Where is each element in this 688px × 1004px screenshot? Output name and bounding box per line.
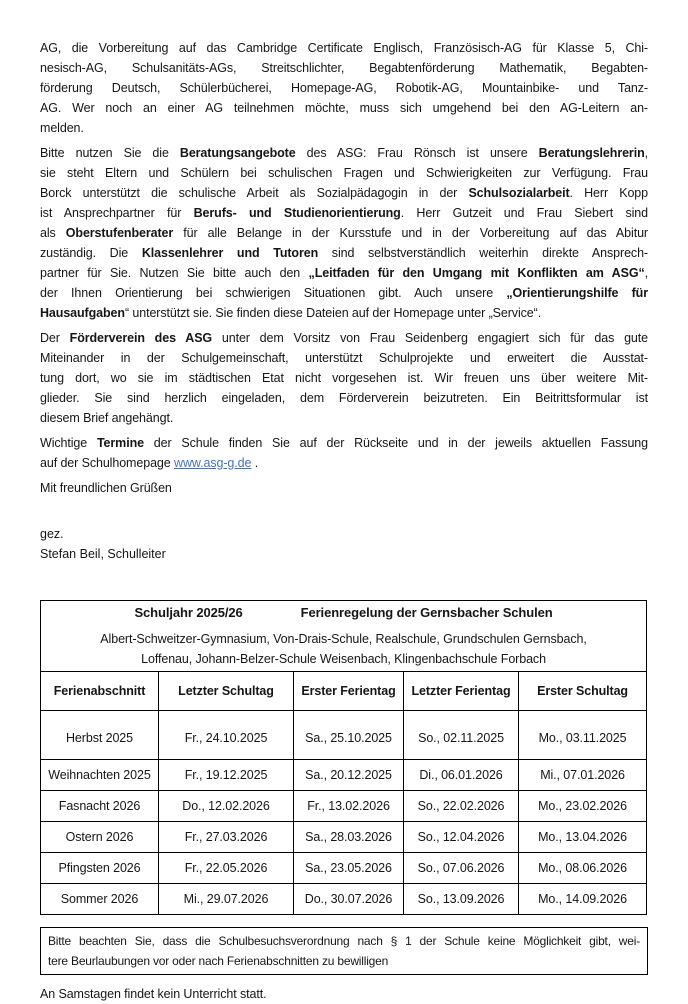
text-line [40, 183, 648, 203]
table-cell: Mi., 07.01.2026 [519, 760, 647, 791]
text: der Schule finden Sie auf der Rückseite und in der jeweils aktuellen Fassung [143, 436, 648, 450]
text: Borck unterstützt die schulische Arbeit als Sozialpädagogin in der [40, 186, 469, 200]
ferienregelung-title: Ferienregelung der Gernsbacher Schulen [300, 605, 553, 620]
text: der Ihnen Orientierung bei schwierigen Situationen gibt. Auch unsere [40, 286, 507, 300]
table-cell: Pfingsten 2026 [41, 853, 159, 884]
text: . Herr Gutzeit und Frau Siebert sind [400, 206, 648, 220]
bold-text: Beratungslehrerin [538, 146, 645, 160]
table-cell: Sa., 20.12.2025 [294, 760, 404, 791]
text-line [40, 58, 648, 78]
table-cell: So., 12.04.2026 [404, 822, 519, 853]
table-row [41, 791, 647, 822]
table-row [41, 884, 647, 915]
table-title-line [43, 605, 644, 620]
text-line [40, 388, 648, 408]
notice-line: tere Beurlaubungen vor oder nach Ferienabschnitten zu bewilligen [48, 954, 389, 968]
text-line [40, 303, 648, 323]
text-line [40, 453, 648, 473]
text: Miteinander in der Schulgemeinschaft, unterstützt Schulprojekte und erweitert die Ausstat- [40, 351, 648, 365]
letter-body [40, 38, 648, 498]
text-line [40, 38, 648, 58]
text-line [40, 283, 648, 303]
table-cell: So., 13.09.2026 [404, 884, 519, 915]
table-cell: Sa., 28.03.2026 [294, 822, 404, 853]
table-cell: Sa., 23.05.2026 [294, 853, 404, 884]
signature-gez: gez. [40, 527, 64, 541]
text: Bitte nutzen Sie die [40, 146, 180, 160]
text-line [40, 328, 648, 348]
text: auf der Schulhomepage [40, 456, 175, 470]
bold-text: Berufs- und Studienorientierung [193, 206, 401, 220]
table-row [41, 853, 647, 884]
table-row [41, 711, 647, 760]
bold-text: Termine [96, 436, 144, 450]
beratung-paragraph [40, 143, 648, 323]
text: , [644, 266, 648, 280]
text-line [40, 118, 648, 138]
table-cell: Fr., 13.02.2026 [294, 791, 404, 822]
table-cell: Mo., 23.02.2026 [519, 791, 647, 822]
bold-text: Schulsozialarbeit [468, 186, 570, 200]
text: zuständig. Die [40, 246, 142, 260]
termine-paragraph [40, 433, 648, 473]
saturday-note: An Samstagen findet kein Unterricht statt. [40, 987, 267, 1001]
column-header: Letzter Schultag [159, 672, 294, 711]
table-cell: So., 07.06.2026 [404, 853, 519, 884]
text: diesem Brief angehängt. [40, 411, 174, 425]
text: nesisch-AG, Schulsanitäts-AGs, Streitschlichter, Begabtenförderung Mathematik, Begabten- [40, 61, 648, 75]
text: AG, die Vorbereitung auf das Cambridge Certificate Englisch, Französisch-AG für Klasse 5, Chi- [40, 41, 648, 55]
text: sind selbstverständlich weiterhin direkte Ansprech- [318, 246, 648, 260]
bold-text: Hausaufgaben [40, 306, 125, 320]
closing-salutation [40, 478, 648, 498]
text: ist Ansprechpartner für [40, 206, 194, 220]
ferien-table [40, 600, 647, 915]
text-line [40, 78, 648, 98]
column-header: Erster Ferientag [294, 672, 404, 711]
table-cell: Do., 12.02.2026 [159, 791, 294, 822]
text-line [40, 263, 648, 283]
text-line [40, 348, 648, 368]
column-header: Ferienabschnitt [41, 672, 159, 711]
text: sie steht Eltern und Schülern bei schulischen Fragen und Schwierigkeiten zur Verfügung. Frau [40, 166, 648, 180]
table-cell: Do., 30.07.2026 [294, 884, 404, 915]
text-line [40, 203, 648, 223]
table-cell: Mo., 13.04.2026 [519, 822, 647, 853]
table-cell: Herbst 2025 [41, 711, 159, 760]
bold-text: „Orientierungshilfe für [506, 286, 648, 300]
text-line [40, 163, 648, 183]
text: Der [40, 331, 70, 345]
text: melden. [40, 121, 84, 135]
text-line [40, 223, 648, 243]
ferien-table-body [41, 711, 647, 915]
text: förderung Deutsch, Schülerbücherei, Homepage-AG, Robotik-AG, Mountainbike- und Tanz- [40, 81, 648, 95]
text: unter dem Vorsitz von Frau Seidenberg engagiert sich für das gute [212, 331, 648, 345]
text: für alle Belange in der Kursstufe und in der Vorbereitung auf das Abitur [173, 226, 648, 240]
bold-text: „Leitfaden für den Umgang mit Konflikten am ASG“ [308, 266, 645, 280]
table-cell: Sommer 2026 [41, 884, 159, 915]
text: AG. Wer noch an einer AG teilnehmen möchte, muss sich umgehend bei den AG-Leitern an- [40, 101, 648, 115]
table-cell: Mo., 08.06.2026 [519, 853, 647, 884]
text: . Herr Kopp [569, 186, 648, 200]
text-line [40, 368, 648, 388]
text-line [40, 243, 648, 263]
table-cell: Mi., 29.07.2026 [159, 884, 294, 915]
text: partner für Sie. Nutzen Sie bitte auch den [40, 266, 309, 280]
text-line [40, 143, 648, 163]
column-header: Letzter Ferientag [404, 672, 519, 711]
bold-text: Oberstufenberater [65, 226, 174, 240]
table-cell: Fr., 24.10.2025 [159, 711, 294, 760]
table-cell: So., 02.11.2025 [404, 711, 519, 760]
schuljahr-title: Schuljahr 2025/26 [134, 605, 243, 620]
schools-line1: Albert-Schweitzer-Gymnasium, Von-Drais-Schule, Realschule, Grundschulen Gernsbach, [100, 632, 587, 646]
table-cell: Fasnacht 2026 [41, 791, 159, 822]
text-line [40, 433, 648, 453]
schools-line2: Loffenau, Johann-Belzer-Schule Weisenbach, Klingenbachschule Forbach [141, 652, 546, 666]
ferien-header-row [41, 672, 647, 711]
text-line [40, 408, 648, 428]
text: . [251, 456, 259, 470]
text: Mit freundlichen Grüßen [40, 481, 172, 495]
table-cell: Ostern 2026 [41, 822, 159, 853]
table-row [41, 760, 647, 791]
notice-box [40, 927, 648, 975]
table-title-row [41, 601, 647, 672]
bold-text: Förderverein des ASG [69, 331, 213, 345]
table-cell: Mo., 03.11.2025 [519, 711, 647, 760]
table-cell: Fr., 19.12.2025 [159, 760, 294, 791]
bold-text: Klassenlehrer und Tutoren [141, 246, 319, 260]
table-cell: Fr., 27.03.2026 [159, 822, 294, 853]
text: “ unterstützt sie. Sie finden diese Dateien auf der Homepage unter „Service“. [124, 306, 542, 320]
text: , [644, 146, 648, 160]
table-cell: Di., 06.01.2026 [404, 760, 519, 791]
foerderverein-paragraph [40, 328, 648, 428]
text: des ASG: Frau Rönsch ist unsere [295, 146, 539, 160]
table-cell: Weihnachten 2025 [41, 760, 159, 791]
text-line [40, 478, 648, 498]
text: glieder. Sie sind herzlich eingeladen, dem Förderverein beizutreten. Ein Beitrittsformular ist [40, 391, 648, 405]
text: tung dort, wo sie im städtischen Etat nicht vorgesehen ist. Wir freuen uns über weitere Mit- [40, 371, 648, 385]
text: als [40, 226, 66, 240]
table-row [41, 822, 647, 853]
signature-name: Stefan Beil, Schulleiter [40, 547, 166, 561]
table-cell: Fr., 22.05.2026 [159, 853, 294, 884]
column-header: Erster Schultag [519, 672, 647, 711]
table-cell: Mo., 14.09.2026 [519, 884, 647, 915]
ag-activities-paragraph [40, 38, 648, 138]
bold-text: Beratungsangebote [179, 146, 296, 160]
text: Wichtige [40, 436, 97, 450]
table-cell: So., 22.02.2026 [404, 791, 519, 822]
notice-line: Bitte beachten Sie, dass die Schulbesuchsverordnung nach § 1 der Schule keine Möglichkeit gibt, wei- [48, 934, 640, 948]
homepage-link[interactable]: www.asg-g.de [174, 456, 252, 470]
table-cell: Sa., 25.10.2025 [294, 711, 404, 760]
signature-block [40, 524, 648, 564]
text-line [40, 98, 648, 118]
